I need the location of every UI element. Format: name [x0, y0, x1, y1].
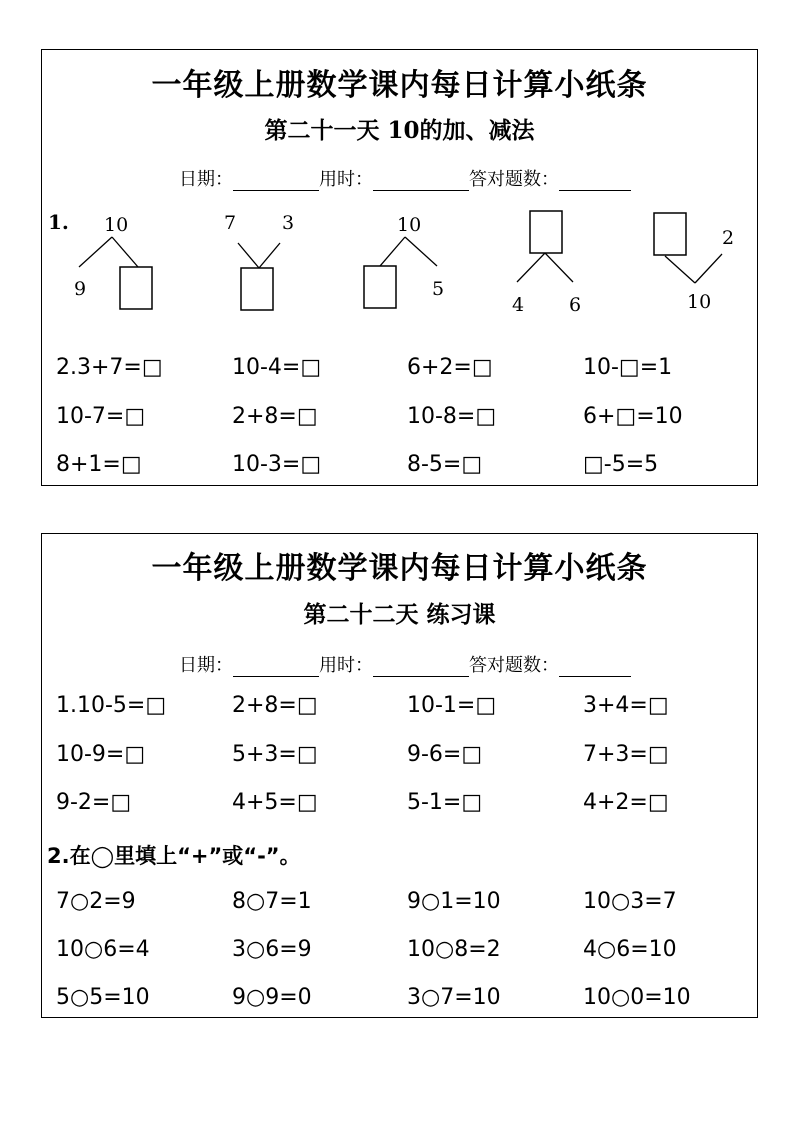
number-tree-3: [364, 214, 444, 308]
number-trees: [42, 200, 757, 320]
circle-equation-1-4: 10○3=7: [583, 889, 677, 914]
date-blank[interactable]: [233, 170, 319, 191]
date-label: 日期：: [179, 655, 233, 676]
tree-bottom-number: 10: [687, 291, 712, 313]
correct-count-blank[interactable]: [559, 656, 631, 677]
time-blank[interactable]: [373, 656, 469, 677]
card-title: 一年级上册数学课内每日计算小纸条: [151, 551, 648, 586]
answer-box[interactable]: [364, 266, 396, 308]
circle-equation-3-2: 9○9=0: [232, 985, 312, 1010]
correct-count-label: 答对题数：: [469, 169, 559, 190]
number-tree-2: [224, 212, 294, 310]
equation-2-2: 5+3=□: [232, 742, 318, 767]
card-subtitle: 第二十一天 10的加、减法: [264, 117, 535, 144]
circle-equation-2-4: 4○6=10: [583, 937, 677, 962]
time-label: 用时：: [319, 169, 373, 190]
equation-3-3: 8-5=□: [407, 452, 483, 477]
equation-3-1: 9-2=□: [56, 790, 132, 815]
equation-3-2: 4+5=□: [232, 790, 318, 815]
circle-equation-2-1: 10○6=4: [56, 937, 150, 962]
circle-equation-3-3: 3○7=10: [407, 985, 501, 1010]
number-tree-4: [512, 211, 581, 316]
tree-bottom-left: 9: [74, 278, 87, 300]
tree-top-left: 7: [224, 212, 237, 234]
equation-3-4: 4+2=□: [583, 790, 669, 815]
equation-1-2: 2+8=□: [232, 693, 318, 718]
time-label: 用时：: [319, 655, 373, 676]
tree-top-right: 3: [282, 212, 295, 234]
card-title: 一年级上册数学课内每日计算小纸条: [151, 68, 648, 103]
question-1-label: 1.: [48, 210, 69, 234]
tree-bottom-right: 6: [569, 294, 582, 316]
equation-1-3: 10-1=□: [407, 693, 497, 718]
equation-2-3: 10-8=□: [407, 404, 497, 429]
equation-2-3: 9-6=□: [407, 742, 483, 767]
worksheet-card-day22: [41, 533, 758, 1018]
equation-3-2: 10-3=□: [232, 452, 322, 477]
equation-1-4: 10-□=1: [583, 355, 673, 380]
equation-3-1: 8+1=□: [56, 452, 142, 477]
date-blank[interactable]: [233, 656, 319, 677]
number-tree-5: [654, 213, 734, 313]
meta-row: [179, 165, 631, 191]
tree-bottom-left: 4: [512, 294, 525, 316]
circle-equation-1-1: 7○2=9: [56, 889, 136, 914]
equation-2-1: 10-9=□: [56, 742, 146, 767]
answer-box[interactable]: [241, 268, 273, 310]
time-blank[interactable]: [373, 170, 469, 191]
tree-top-number: 10: [104, 214, 129, 236]
circle-equation-1-3: 9○1=10: [407, 889, 501, 914]
circle-equation-1-2: 8○7=1: [232, 889, 312, 914]
circle-equation-2-3: 10○8=2: [407, 937, 501, 962]
circle-equation-3-1: 5○5=10: [56, 985, 150, 1010]
equation-1-3: 6+2=□: [407, 355, 493, 380]
worksheet-card-day21: [41, 49, 758, 486]
equation-3-3: 5-1=□: [407, 790, 483, 815]
card-subtitle: 第二十二天 练习课: [303, 601, 496, 628]
equation-1-1: 2.3+7=□: [56, 355, 163, 380]
equation-1-2: 10-4=□: [232, 355, 322, 380]
answer-box[interactable]: [654, 213, 686, 255]
correct-count-blank[interactable]: [559, 170, 631, 191]
equation-2-4: 6+□=10: [583, 404, 683, 429]
equation-2-4: 7+3=□: [583, 742, 669, 767]
meta-row: [179, 651, 631, 677]
equation-1-1: 1.10-5=□: [56, 693, 167, 718]
equation-3-4: □-5=5: [583, 452, 659, 477]
question-2-prompt: 2.在◯里填上“+”或“-”。: [47, 844, 301, 868]
answer-box[interactable]: [530, 211, 562, 253]
equation-2-2: 2+8=□: [232, 404, 318, 429]
circle-equation-3-4: 10○0=10: [583, 985, 691, 1010]
answer-box[interactable]: [120, 267, 152, 309]
tree-top-right: 2: [722, 227, 735, 249]
correct-count-label: 答对题数：: [469, 655, 559, 676]
tree-top-number: 10: [397, 214, 422, 236]
tree-bottom-right: 5: [432, 278, 445, 300]
date-label: 日期：: [179, 169, 233, 190]
circle-equation-2-2: 3○6=9: [232, 937, 312, 962]
number-tree-1: [74, 214, 152, 309]
equation-1-4: 3+4=□: [583, 693, 669, 718]
equation-2-1: 10-7=□: [56, 404, 146, 429]
